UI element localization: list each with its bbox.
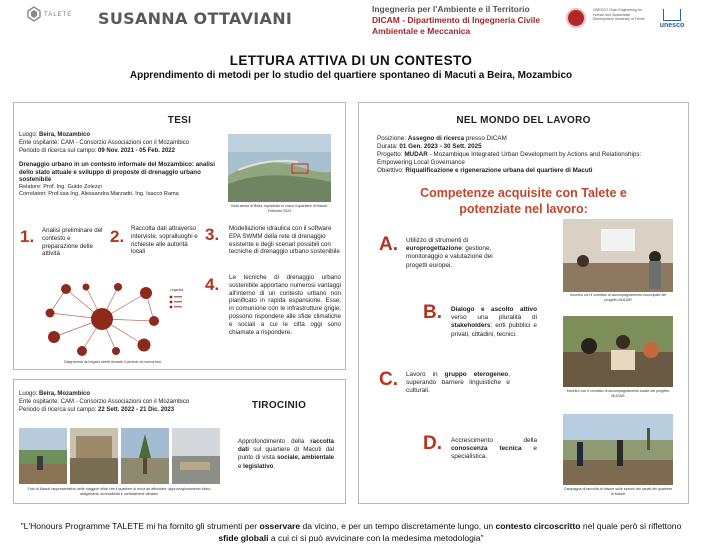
- item-b-photo: [563, 316, 673, 387]
- tir-luogo-label: Luogo:: [19, 391, 40, 397]
- quote-g: a cui ci si può avvicinare con la medesima metodologia": [268, 533, 484, 543]
- item-c-text: [406, 371, 510, 396]
- item-c-t3: , superando barriere linguistiche e culturali.: [406, 371, 510, 395]
- tirocinio-panel: [13, 379, 346, 504]
- periodo-value: 09 Nov. 2021 - 05 Feb. 2022: [98, 147, 175, 154]
- beira-aerial-photo: [228, 134, 331, 202]
- step-4-text: [229, 274, 341, 336]
- author-name: SUSANNA OTTAVIANI: [98, 9, 293, 28]
- dept-line-1: Ingegneria per l'Ambiente e il Territorio: [372, 4, 530, 14]
- aerial-map-image: [228, 134, 331, 202]
- durata-value: 01 Gen. 2023 - 30 Sett. 2025: [399, 142, 482, 150]
- item-c-letter: C.: [379, 369, 398, 390]
- step-4-text-body: Le tecniche di drenaggio urbano sostenibile apportano numerosi vantaggi all'interno di un contesto urbano non pianificato in rapida espansione. Esse, in comunione con le infrastrutture grigie, possono rispondere alle sfide climatiche e sociali a cui le città oggi sono chiamate a rispondere.: [229, 274, 341, 336]
- tirocinio-heading: TIROCINIO: [251, 400, 307, 411]
- quote-a: "L'Honours Programme TALETE mi ha fornito gli strumenti per: [20, 521, 260, 531]
- item-b-t5: : enti pubblici e privati, cittadini, tecnici.: [451, 322, 537, 338]
- ente-label: Ente ospitante:: [19, 139, 61, 146]
- tir-text-c: sul quartiere di Macuti dal punto di vista: [238, 446, 334, 462]
- item-a-photo: [563, 219, 673, 292]
- macuti-photo-1: [19, 428, 67, 484]
- unesco-word: unesco: [659, 22, 685, 29]
- competenze-heading: [359, 185, 688, 217]
- tir-periodo-value: 22 Sett. 2022 - 21 Dic. 2023: [98, 406, 175, 413]
- step-2-number: 2.: [110, 227, 125, 246]
- correlatori: Correlatori: Prof.ssa Ing. Alessandra Marzadri, Ing. Isacco Rama: [19, 191, 179, 197]
- thesis-title: Drenaggio urbano in un contesto informale del Mozambico: analisi dello stato attuale e sviluppo di proposte di drenaggio urbano sostenibile: [19, 161, 215, 184]
- lavoro-meta: [377, 135, 677, 175]
- unesco-logo: [654, 9, 690, 33]
- tirocinio-text: [238, 438, 334, 471]
- talete-logo: [26, 6, 72, 28]
- item-d-letter: D.: [423, 433, 442, 454]
- item-a-caption: Incontro con il comitato di accompagnamento municipale del progetto MUDAR: [569, 293, 667, 302]
- progetto-name: MUDAR: [404, 150, 428, 158]
- item-c-t1: Lavoro in: [406, 371, 445, 378]
- step-1-number: 1.: [20, 227, 35, 246]
- item-d-t2: conoscenza tecnica: [451, 445, 522, 453]
- item-b-t3: verso una pluralità di: [451, 314, 537, 322]
- item-a-t2: europrogettazione: [406, 245, 462, 253]
- tesi-panel: [13, 102, 346, 370]
- diagram-center-node: [91, 308, 113, 330]
- quote-c: da vicino, e per un tempo discretamente lungo, un: [300, 521, 496, 531]
- item-a-text: [406, 237, 510, 270]
- item-b-letter: B.: [423, 302, 442, 323]
- posizione-suffix: presso DICAM: [464, 135, 507, 142]
- map-caption: Vista aerea di Beira, riquadrato in rosso il quartiere di Macuti. Febbraio 2022: [230, 204, 329, 213]
- item-b-text: [451, 306, 537, 339]
- quote-d: contesto circoscritto: [495, 521, 581, 531]
- tir-text-b: raccolta dati: [238, 438, 334, 454]
- diagram-caption: Diagramma dei legami stretti durante il periodo di ricerca tesi.: [64, 360, 162, 364]
- page-title: LETTURA ATTIVA DI UN CONTESTO: [229, 53, 473, 68]
- tir-text-a: Approfondimento della: [238, 438, 311, 445]
- tir-luogo-value: Beira, Mozambico: [39, 391, 91, 397]
- durata-label: Durata:: [377, 142, 400, 150]
- item-d-photo: [563, 414, 673, 485]
- item-b-caption: Incontro con il comitato di accompagnamento locale del progetto MUDAR: [566, 389, 670, 398]
- tir-text-g: .: [273, 462, 276, 470]
- item-b-t2: Dialogo e ascolto attivo: [451, 306, 537, 313]
- posizione-value: Assegno di ricerca: [407, 135, 465, 142]
- progetto-label: Progetto:: [377, 150, 405, 158]
- item-a-letter: A.: [379, 234, 398, 255]
- tir-text-e: e: [238, 462, 244, 470]
- luogo-value: Beira, Mozambico: [39, 132, 91, 138]
- talete-logo-word: TALETE: [44, 12, 73, 18]
- obiettivo-label: Obiettivo:: [377, 166, 406, 174]
- obiettivo-value: Riqualificazione e rigenerazione urbana del quartiere di Macuti: [405, 166, 593, 174]
- tir-text-d: sociale, ambientale: [276, 454, 334, 462]
- tirocinio-meta: [19, 391, 224, 414]
- step-3-number: 3.: [205, 225, 220, 244]
- item-b-t4: stakeholders: [451, 322, 491, 330]
- macuti-photo-4: [172, 428, 220, 484]
- tir-periodo-label: Periodo di ricerca sul campo:: [19, 406, 99, 413]
- macuti-photo-3: [121, 428, 169, 484]
- macuti-photo-2: [70, 428, 118, 484]
- step-3-text: Modellazione idraulica con il software EPA SWMM della rete di drenaggio esistente e degli scenari possibili con tecniche di drenaggio urbano sostenibile: [229, 225, 340, 256]
- relatore: Relatore: Prof. Ing. Guido Zolezzi: [19, 184, 102, 190]
- item-d-caption: Campagna di raccolta di misure sulle sezioni dei canali del quartiere di Macuti: [563, 487, 673, 496]
- stakeholder-diagram: [36, 279, 184, 357]
- step-2-text: Raccolta dati attraverso interviste, sopralluoghi e richieste alle autorità locali: [131, 225, 198, 256]
- periodo-label: Periodo di ricerca sul campo:: [19, 147, 99, 154]
- diagram-legend-title: Legenda: [170, 288, 184, 292]
- dept-line-2: DICAM - Dipartimento di Ingegneria Civile: [372, 15, 541, 25]
- quote-b: osservare: [259, 521, 301, 531]
- talete-logo-icon: [26, 6, 42, 22]
- competenze-line-1: Competenze acquisite con Talete e: [420, 186, 627, 200]
- ente-value: CAM - Consorzio Associazioni con il Mozambico: [60, 139, 190, 146]
- item-c-t2: gruppo eterogeneo: [444, 371, 509, 378]
- step-4-number: 4.: [205, 275, 220, 294]
- item-d-text: [451, 437, 537, 462]
- item-d-t3: e specialistica.: [451, 445, 537, 461]
- tir-ente-value: CAM - Consorzio Associazioni con il Mozambico: [60, 398, 190, 405]
- progetto-desc: - Mozambique Integrated Urban Development by Actions and Relationships: Empowering Local Governance: [377, 150, 642, 166]
- item-a-t3: : gestione, monitoraggio e valutazione dei progetti europei.: [406, 245, 493, 269]
- tir-ente-label: Ente ospitante:: [19, 398, 61, 405]
- step-1-text: Analisi preliminare del contesto e preparazione delle attività: [42, 227, 103, 258]
- university-seal-icon: [566, 8, 586, 28]
- quote-e: nel quale però si riflettono: [580, 521, 682, 531]
- tesi-meta: [19, 132, 224, 155]
- dept-line-3: Ambientale e Meccanica: [372, 26, 471, 36]
- competenze-line-2: potenziate nel lavoro:: [459, 202, 588, 216]
- posizione-label: Posizione:: [377, 135, 408, 142]
- unesco-temple-icon: [663, 9, 681, 21]
- page-subtitle: Apprendimento di metodi per lo studio del quartiere spontaneo di Macuti a Beira, Mozambico: [129, 70, 573, 81]
- quote-f: sfide globali: [218, 533, 269, 543]
- tir-text-f: legislativo: [243, 462, 274, 470]
- department-block: [372, 4, 540, 37]
- tirocinio-photos-caption: Foto di Macuti rappresentative delle maggiori sfide che il quartiere si trova ad affrontare: approvvigionamento idrico, allagamenti, accessibilità e cambiamenti climatici.: [27, 487, 212, 496]
- luogo-label: Luogo:: [19, 132, 40, 138]
- item-d-t1: Accrescimento della: [451, 437, 537, 444]
- footer-quote: [18, 520, 684, 544]
- lavoro-panel: [358, 102, 689, 504]
- lavoro-heading: NEL MONDO DEL LAVORO: [456, 115, 591, 126]
- tesi-heading: TESI: [167, 115, 192, 126]
- item-a-t1: Utilizzo di strumenti di: [406, 237, 469, 244]
- unesco-chair-text: UNESCO Chair Engineering for Human and Sustainable Development University of Trento: [593, 8, 645, 21]
- header: [0, 0, 702, 40]
